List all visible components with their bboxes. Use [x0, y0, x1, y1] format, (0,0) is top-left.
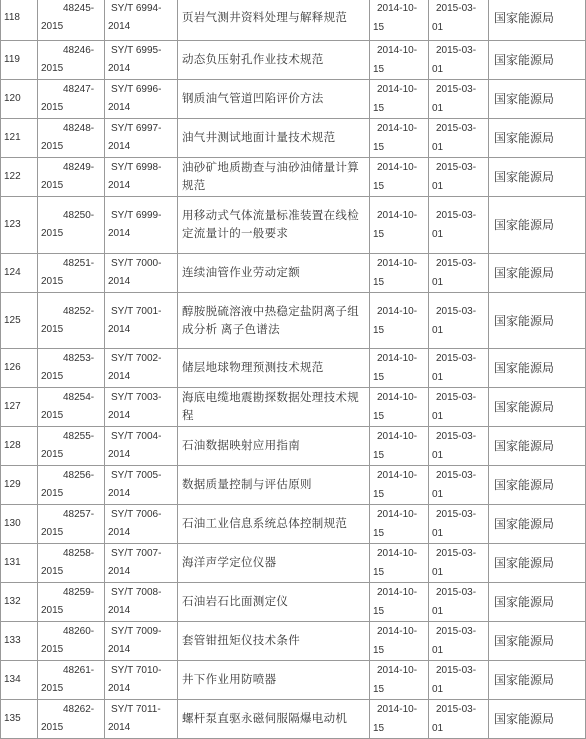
table-row	[1, 349, 586, 388]
issue-date: 2014-10- 15	[370, 349, 429, 388]
plan-number: 48257- 2015	[38, 505, 105, 544]
standard-title: 数据质量控制与评估原则	[178, 466, 370, 505]
issue-date: 2014-10- 15	[370, 583, 429, 622]
standard-title: 石油岩石比面测定仪	[178, 583, 370, 622]
effective-date: 2015-03- 01	[429, 466, 489, 505]
table-row	[1, 119, 586, 158]
table-row	[1, 700, 586, 739]
row-number: 124	[1, 254, 38, 293]
issue-date: 2014-10- 15	[370, 0, 429, 41]
row-number: 131	[1, 544, 38, 583]
plan-number: 48249- 2015	[38, 158, 105, 197]
standard-number: SY/T 6995- 2014	[105, 41, 178, 80]
effective-date: 2015-03- 01	[429, 700, 489, 739]
standard-title: 储层地球物理预测技术规范	[178, 349, 370, 388]
table-row	[1, 254, 586, 293]
standard-title: 螺杆泵直驱永磁伺服隔爆电动机	[178, 700, 370, 739]
standard-number: SY/T 7011- 2014	[105, 700, 178, 739]
effective-date: 2015-03- 01	[429, 80, 489, 119]
issue-date: 2014-10- 15	[370, 197, 429, 254]
standard-title: 井下作业用防喷器	[178, 661, 370, 700]
row-number: 135	[1, 700, 38, 739]
plan-number: 48262- 2015	[38, 700, 105, 739]
row-number: 126	[1, 349, 38, 388]
issue-date: 2014-10- 15	[370, 80, 429, 119]
standard-number: SY/T 7004- 2014	[105, 427, 178, 466]
plan-number: 48245- 2015	[38, 0, 105, 41]
effective-date: 2015-03- 01	[429, 544, 489, 583]
standard-title: 油气井测试地面计量技术规范	[178, 119, 370, 158]
issue-date: 2014-10- 15	[370, 544, 429, 583]
issuing-department: 国家能源局	[489, 583, 586, 622]
row-number: 128	[1, 427, 38, 466]
table-row	[1, 80, 586, 119]
issue-date: 2014-10- 15	[370, 427, 429, 466]
effective-date: 2015-03- 01	[429, 427, 489, 466]
issue-date: 2014-10- 15	[370, 293, 429, 349]
table-row	[1, 466, 586, 505]
plan-number: 48248- 2015	[38, 119, 105, 158]
issuing-department: 国家能源局	[489, 119, 586, 158]
issue-date: 2014-10- 15	[370, 254, 429, 293]
table-row	[1, 583, 586, 622]
row-number: 132	[1, 583, 38, 622]
table-row	[1, 544, 586, 583]
standard-title: 醇胺脱硫溶液中热稳定盐阴离子组成分析 离子色谱法	[178, 293, 370, 349]
standard-number: SY/T 7000- 2014	[105, 254, 178, 293]
standard-title: 油砂矿地质勘查与油砂油储量计算规范	[178, 158, 370, 197]
effective-date: 2015-03- 01	[429, 197, 489, 254]
row-number: 118	[1, 0, 38, 41]
issuing-department: 国家能源局	[489, 197, 586, 254]
standard-number: SY/T 6999- 2014	[105, 197, 178, 254]
issuing-department: 国家能源局	[489, 661, 586, 700]
table-row	[1, 388, 586, 427]
standard-number: SY/T 7006- 2014	[105, 505, 178, 544]
plan-number: 48251- 2015	[38, 254, 105, 293]
issue-date: 2014-10- 15	[370, 661, 429, 700]
row-number: 121	[1, 119, 38, 158]
table-body	[1, 0, 586, 739]
effective-date: 2015-03- 01	[429, 505, 489, 544]
effective-date: 2015-03- 01	[429, 293, 489, 349]
effective-date: 2015-03- 01	[429, 349, 489, 388]
issuing-department: 国家能源局	[489, 293, 586, 349]
plan-number: 48260- 2015	[38, 622, 105, 661]
row-number: 130	[1, 505, 38, 544]
row-number: 133	[1, 622, 38, 661]
standard-number: SY/T 7009- 2014	[105, 622, 178, 661]
effective-date: 2015-03- 01	[429, 254, 489, 293]
standard-title: 页岩气测井资料处理与解释规范	[178, 0, 370, 41]
standard-number: SY/T 6997- 2014	[105, 119, 178, 158]
row-number: 134	[1, 661, 38, 700]
table-row	[1, 661, 586, 700]
row-number: 127	[1, 388, 38, 427]
effective-date: 2015-03- 01	[429, 0, 489, 41]
plan-number: 48259- 2015	[38, 583, 105, 622]
plan-number: 48247- 2015	[38, 80, 105, 119]
plan-number: 48256- 2015	[38, 466, 105, 505]
plan-number: 48255- 2015	[38, 427, 105, 466]
issuing-department: 国家能源局	[489, 505, 586, 544]
issue-date: 2014-10- 15	[370, 41, 429, 80]
table-row	[1, 0, 586, 41]
issuing-department: 国家能源局	[489, 0, 586, 41]
standard-number: SY/T 7001- 2014	[105, 293, 178, 349]
effective-date: 2015-03- 01	[429, 583, 489, 622]
row-number: 129	[1, 466, 38, 505]
standard-title: 动态负压射孔作业技术规范	[178, 41, 370, 80]
issuing-department: 国家能源局	[489, 466, 586, 505]
issue-date: 2014-10- 15	[370, 158, 429, 197]
issuing-department: 国家能源局	[489, 80, 586, 119]
standard-title: 石油数据映射应用指南	[178, 427, 370, 466]
effective-date: 2015-03- 01	[429, 661, 489, 700]
row-number: 123	[1, 197, 38, 254]
standard-number: SY/T 7008- 2014	[105, 583, 178, 622]
plan-number: 48261- 2015	[38, 661, 105, 700]
row-number: 125	[1, 293, 38, 349]
issue-date: 2014-10- 15	[370, 466, 429, 505]
plan-number: 48258- 2015	[38, 544, 105, 583]
issuing-department: 国家能源局	[489, 700, 586, 739]
issuing-department: 国家能源局	[489, 622, 586, 661]
standard-title: 钢质油气管道凹陷评价方法	[178, 80, 370, 119]
issue-date: 2014-10- 15	[370, 622, 429, 661]
issue-date: 2014-10- 15	[370, 388, 429, 427]
row-number: 119	[1, 41, 38, 80]
standard-number: SY/T 6998- 2014	[105, 158, 178, 197]
effective-date: 2015-03- 01	[429, 622, 489, 661]
table-row	[1, 427, 586, 466]
standard-title: 连续油管作业劳动定额	[178, 254, 370, 293]
issue-date: 2014-10- 15	[370, 119, 429, 158]
standard-number: SY/T 6996- 2014	[105, 80, 178, 119]
table-row	[1, 293, 586, 349]
standard-title: 海洋声学定位仪器	[178, 544, 370, 583]
effective-date: 2015-03- 01	[429, 158, 489, 197]
row-number: 122	[1, 158, 38, 197]
table-row	[1, 41, 586, 80]
effective-date: 2015-03- 01	[429, 388, 489, 427]
issue-date: 2014-10- 15	[370, 700, 429, 739]
table-row	[1, 505, 586, 544]
issuing-department: 国家能源局	[489, 41, 586, 80]
issuing-department: 国家能源局	[489, 254, 586, 293]
plan-number: 48252- 2015	[38, 293, 105, 349]
plan-number: 48250- 2015	[38, 197, 105, 254]
standard-title: 套管钳扭矩仪技术条件	[178, 622, 370, 661]
table-row	[1, 197, 586, 254]
issuing-department: 国家能源局	[489, 388, 586, 427]
plan-number: 48246- 2015	[38, 41, 105, 80]
issuing-department: 国家能源局	[489, 427, 586, 466]
standard-title: 海底电缆地震勘探数据处理技术规程	[178, 388, 370, 427]
row-number: 120	[1, 80, 38, 119]
effective-date: 2015-03- 01	[429, 119, 489, 158]
standard-number: SY/T 7010- 2014	[105, 661, 178, 700]
issue-date: 2014-10- 15	[370, 505, 429, 544]
standard-number: SY/T 7002- 2014	[105, 349, 178, 388]
plan-number: 48253- 2015	[38, 349, 105, 388]
plan-number: 48254- 2015	[38, 388, 105, 427]
standard-number: SY/T 7007- 2014	[105, 544, 178, 583]
standard-number: SY/T 6994- 2014	[105, 0, 178, 41]
table-row	[1, 622, 586, 661]
standard-title: 石油工业信息系统总体控制规范	[178, 505, 370, 544]
effective-date: 2015-03- 01	[429, 41, 489, 80]
standard-number: SY/T 7003- 2014	[105, 388, 178, 427]
standard-title: 用移动式气体流量标准装置在线检定流量计的一般要求	[178, 197, 370, 254]
table-row	[1, 158, 586, 197]
issuing-department: 国家能源局	[489, 158, 586, 197]
issuing-department: 国家能源局	[489, 349, 586, 388]
issuing-department: 国家能源局	[489, 544, 586, 583]
standard-number: SY/T 7005- 2014	[105, 466, 178, 505]
